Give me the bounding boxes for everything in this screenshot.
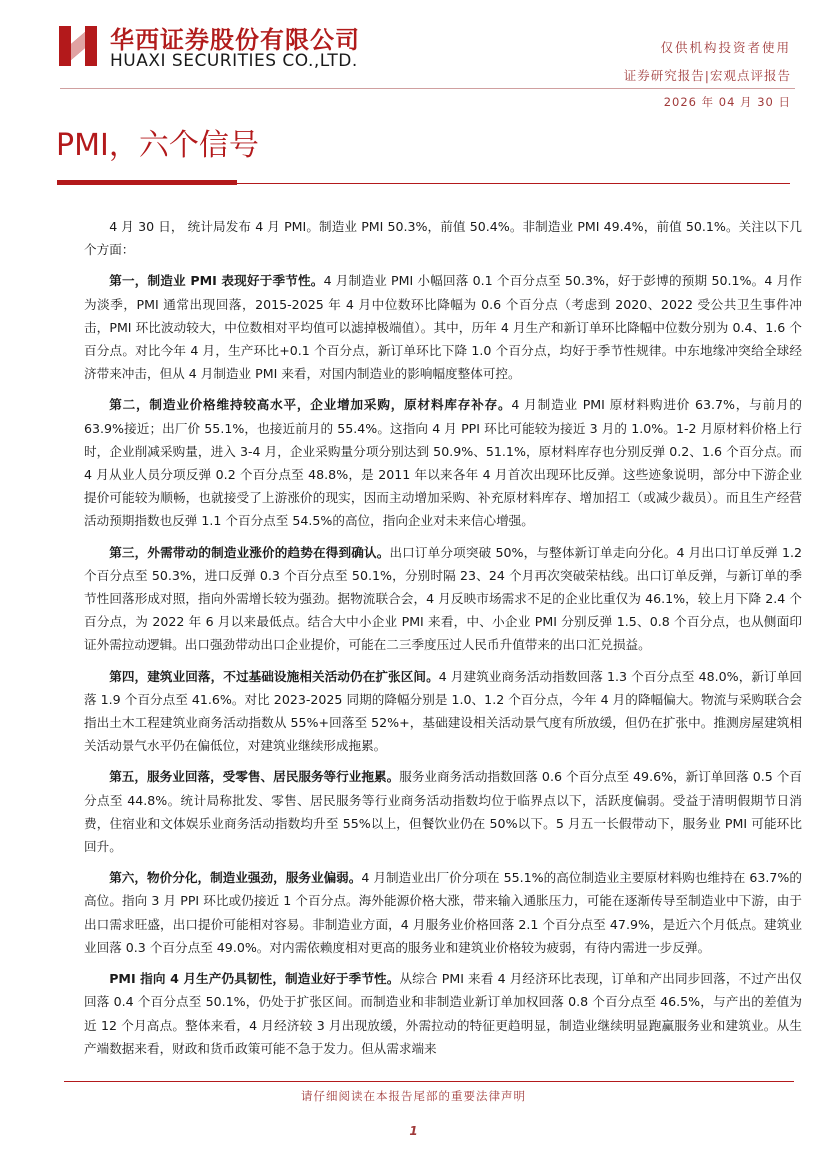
report-header <box>0 0 827 115</box>
section-heading-3: 第三，外需带动的制造业涨价的趋势在得到确认。 <box>109 544 390 560</box>
section-heading-2: 第二，制造业价格维持较高水平，企业增加采购，原材料库存补存。 <box>109 397 512 413</box>
company-name-cn: 华西证券股份有限公司 <box>110 25 360 54</box>
section-paragraph-6 <box>84 866 802 959</box>
intro-paragraph: 4 月 30 日， 统计局发布 4 月 PMI。制造业 PMI 50.3%，前值 50.4%。非制造业 PMI 49.4%，前值 50.1%。关注以下几个方面： <box>84 219 802 258</box>
report-body <box>84 215 802 1068</box>
report-date: 2026 年 04 月 30 日 <box>663 95 791 109</box>
section-heading-7: PMI 指向 4 月生产仍具韧性，制造业好于季节性。 <box>109 971 400 987</box>
section-heading-1: 第一，制造业 PMI 表现好于季节性。 <box>109 273 324 289</box>
section-heading-4: 第四，建筑业回落，不过基础设施相关活动仍在扩张区间。 <box>109 668 439 684</box>
section-text-3: 出口订单分项突破 50%，与整体新订单走向分化。4 月出口订单反弹 1.2 个百分点至 50.3%，进口反弹 0.3 个百分点至 50.1%，分别时隔 23、24 个月再次突破荣枯线。出口订单反弹，与新订单的季节性回落形成对照，指向外需增长较为强劲。据物流联合会，4 月反映市场需求不足的企业比重仅为 46.1%，较上月下降 2.4 个百分点，为 2022 年 6 月以来最低点。结合大中小企业 PMI 来看，中、小企业 PMI 分别反弹 1.5、0.8 个百分点，也从侧面印证外需拉动逻辑。出口强劲带动出口企业提价，可能在二三季度压过人民币升值带来的出口汇兑损益。 <box>84 544 802 653</box>
huaxi-logo-icon <box>55 22 101 70</box>
section-paragraph-3 <box>84 541 802 657</box>
company-name-en: HUAXI SECURITIES CO.,LTD. <box>110 51 358 71</box>
section-paragraph-5 <box>84 765 802 858</box>
section-text-2: 4 月制造业 PMI 原材料购进价 63.7%，与前月的 63.9%接近；出厂价 55.1%，也接近前月的 55.4%。这指向 4 月 PPI 环比可能较为接近 3 月的 1.0%。1-2 月原材料价格上行时，企业削减采购量，进入 3-4 月，企业采购量分项分别达到 50.9%、51.1%，原材料库存也分别反弹 0.2、1.6 个百分点。而 4 月从业人员分项反弹 0.2 个百分点至 48.8%，是 2011 年以来各年 4 月首次出现环比反弹。这些迹象说明，部分中下游企业提价可能较为顺畅，也就接受了上游涨价的现实，因而主动增加采购、补充原材料库存、增加招工（或减少裁员）。而且生产经营活动预期指数也反弹 1.1 个百分点至 54.5%的高位，指向企业对未来信心增强。 <box>84 397 802 529</box>
section-text-4: 4 月建筑业商务活动指数回落 1.3 个百分点至 48.0%，新订单回落 1.9 个百分点至 41.6%。对比 2023-2025 同期的降幅分别是 1.0、1.2 个百分点，今年 4 月的降幅偏大。物流与采购联合会指出土木工程建筑业商务活动指数从 55%+回落至 52%+，基础建设相关活动景气度有所放缓，但仍在扩张中。推测房屋建筑相关活动景气水平仍在偏低位，对建筑业继续形成拖累。 <box>84 668 802 754</box>
page-number: 1 <box>409 1124 418 1138</box>
section-paragraph-7 <box>84 967 802 1060</box>
legal-disclaimer: 请仔细阅读在本报告尾部的重要法律声明 <box>301 1089 526 1103</box>
footer-divider <box>64 1081 794 1082</box>
header-divider <box>60 88 795 89</box>
section-text-1: 4 月制造业 PMI 小幅回落 0.1 个百分点至 50.3%，好于彭博的预期 50.1%。4 月作为淡季，PMI 通常出现回落，2015-2025 年 4 月中位数环比降幅为 0.6 个百分点（考虑到 2020、2022 受公共卫生事件冲击，PMI 环比波动较大，中位数相对平均值可以滤掉极端值）。其中，历年 4 月生产和新订单环比降幅中位数分别为 0.4、1.6 个百分点。对比今年 4 月，生产环比+0.1 个百分点，新订单环比下降 1.0 个百分点，均好于季节性规律。中东地缘冲突给全球经济带来冲击，但从 4 月制造业 PMI 来看，对国内制造业的影响幅度整体可控。 <box>84 273 802 382</box>
report-category: 证券研究报告|宏观点评报告 <box>623 68 791 83</box>
title-underline <box>237 183 790 184</box>
title-underline-accent <box>57 180 237 185</box>
section-heading-5: 第五，服务业回落，受零售、居民服务等行业拖累。 <box>109 769 400 785</box>
report-title: PMI，六个信号 <box>56 128 259 163</box>
section-paragraph-2 <box>84 393 802 532</box>
section-heading-6: 第六，物价分化，制造业强劲，服务业偏弱。 <box>109 870 362 886</box>
section-text-7: 从综合 PMI 来看 4 月经济环比表现，订单和产出同步回落，不过产出仅回落 0.4 个百分点至 50.1%，仍处于扩张区间。而制造业和非制造业新订单加权回落 0.8 个百分点至 46.5%，与产出的差值为近 12 个月高点。整体来看，4 月经济较 3 月出现放缓，外需拉动的特征更趋明显，制造业继续明显跑赢服务业和建筑业。从生产端数据来看，财政和货币政策可能不急于发力。但从需求端来 <box>84 971 802 1056</box>
section-text-6: 4 月制造业出厂价分项在 55.1%的高位制造业主要原材料购也维持在 63.7%的高位。指向 3 月 PPI 环比或仍接近 1 个百分点。海外能源价格大涨，带来输入通胀压力，可能在逐渐传导至制造业中下游，由于出口需求旺盛，出口提价可能相对容易。非制造业方面，4 月服务业价格回落 2.1 个百分点至 47.9%，是近六个月低点。建筑业业回落 0.3 个百分点至 49.0%。对内需依赖度相对更高的服务业和建筑业价格较为疲弱，有待内需进一步反弹。 <box>84 870 802 955</box>
audience-notice: 仅供机构投资者使用 <box>660 40 791 55</box>
section-paragraph-1 <box>84 269 802 385</box>
section-text-5: 服务业商务活动指数回落 0.6 个百分点至 49.6%，新订单回落 0.5 个百分点至 44.8%。统计局称批发、零售、居民服务等行业商务活动指数均位于临界点以下，活跃度偏弱。受益于清明假期节日消费，住宿业和文体娱乐业商务活动指数均升至 55%以上，但餐饮业仍在 50%以下。5 月五一长假带动下，服务业 PMI 可能环比回升。 <box>84 769 802 855</box>
section-paragraph-4 <box>84 665 802 758</box>
